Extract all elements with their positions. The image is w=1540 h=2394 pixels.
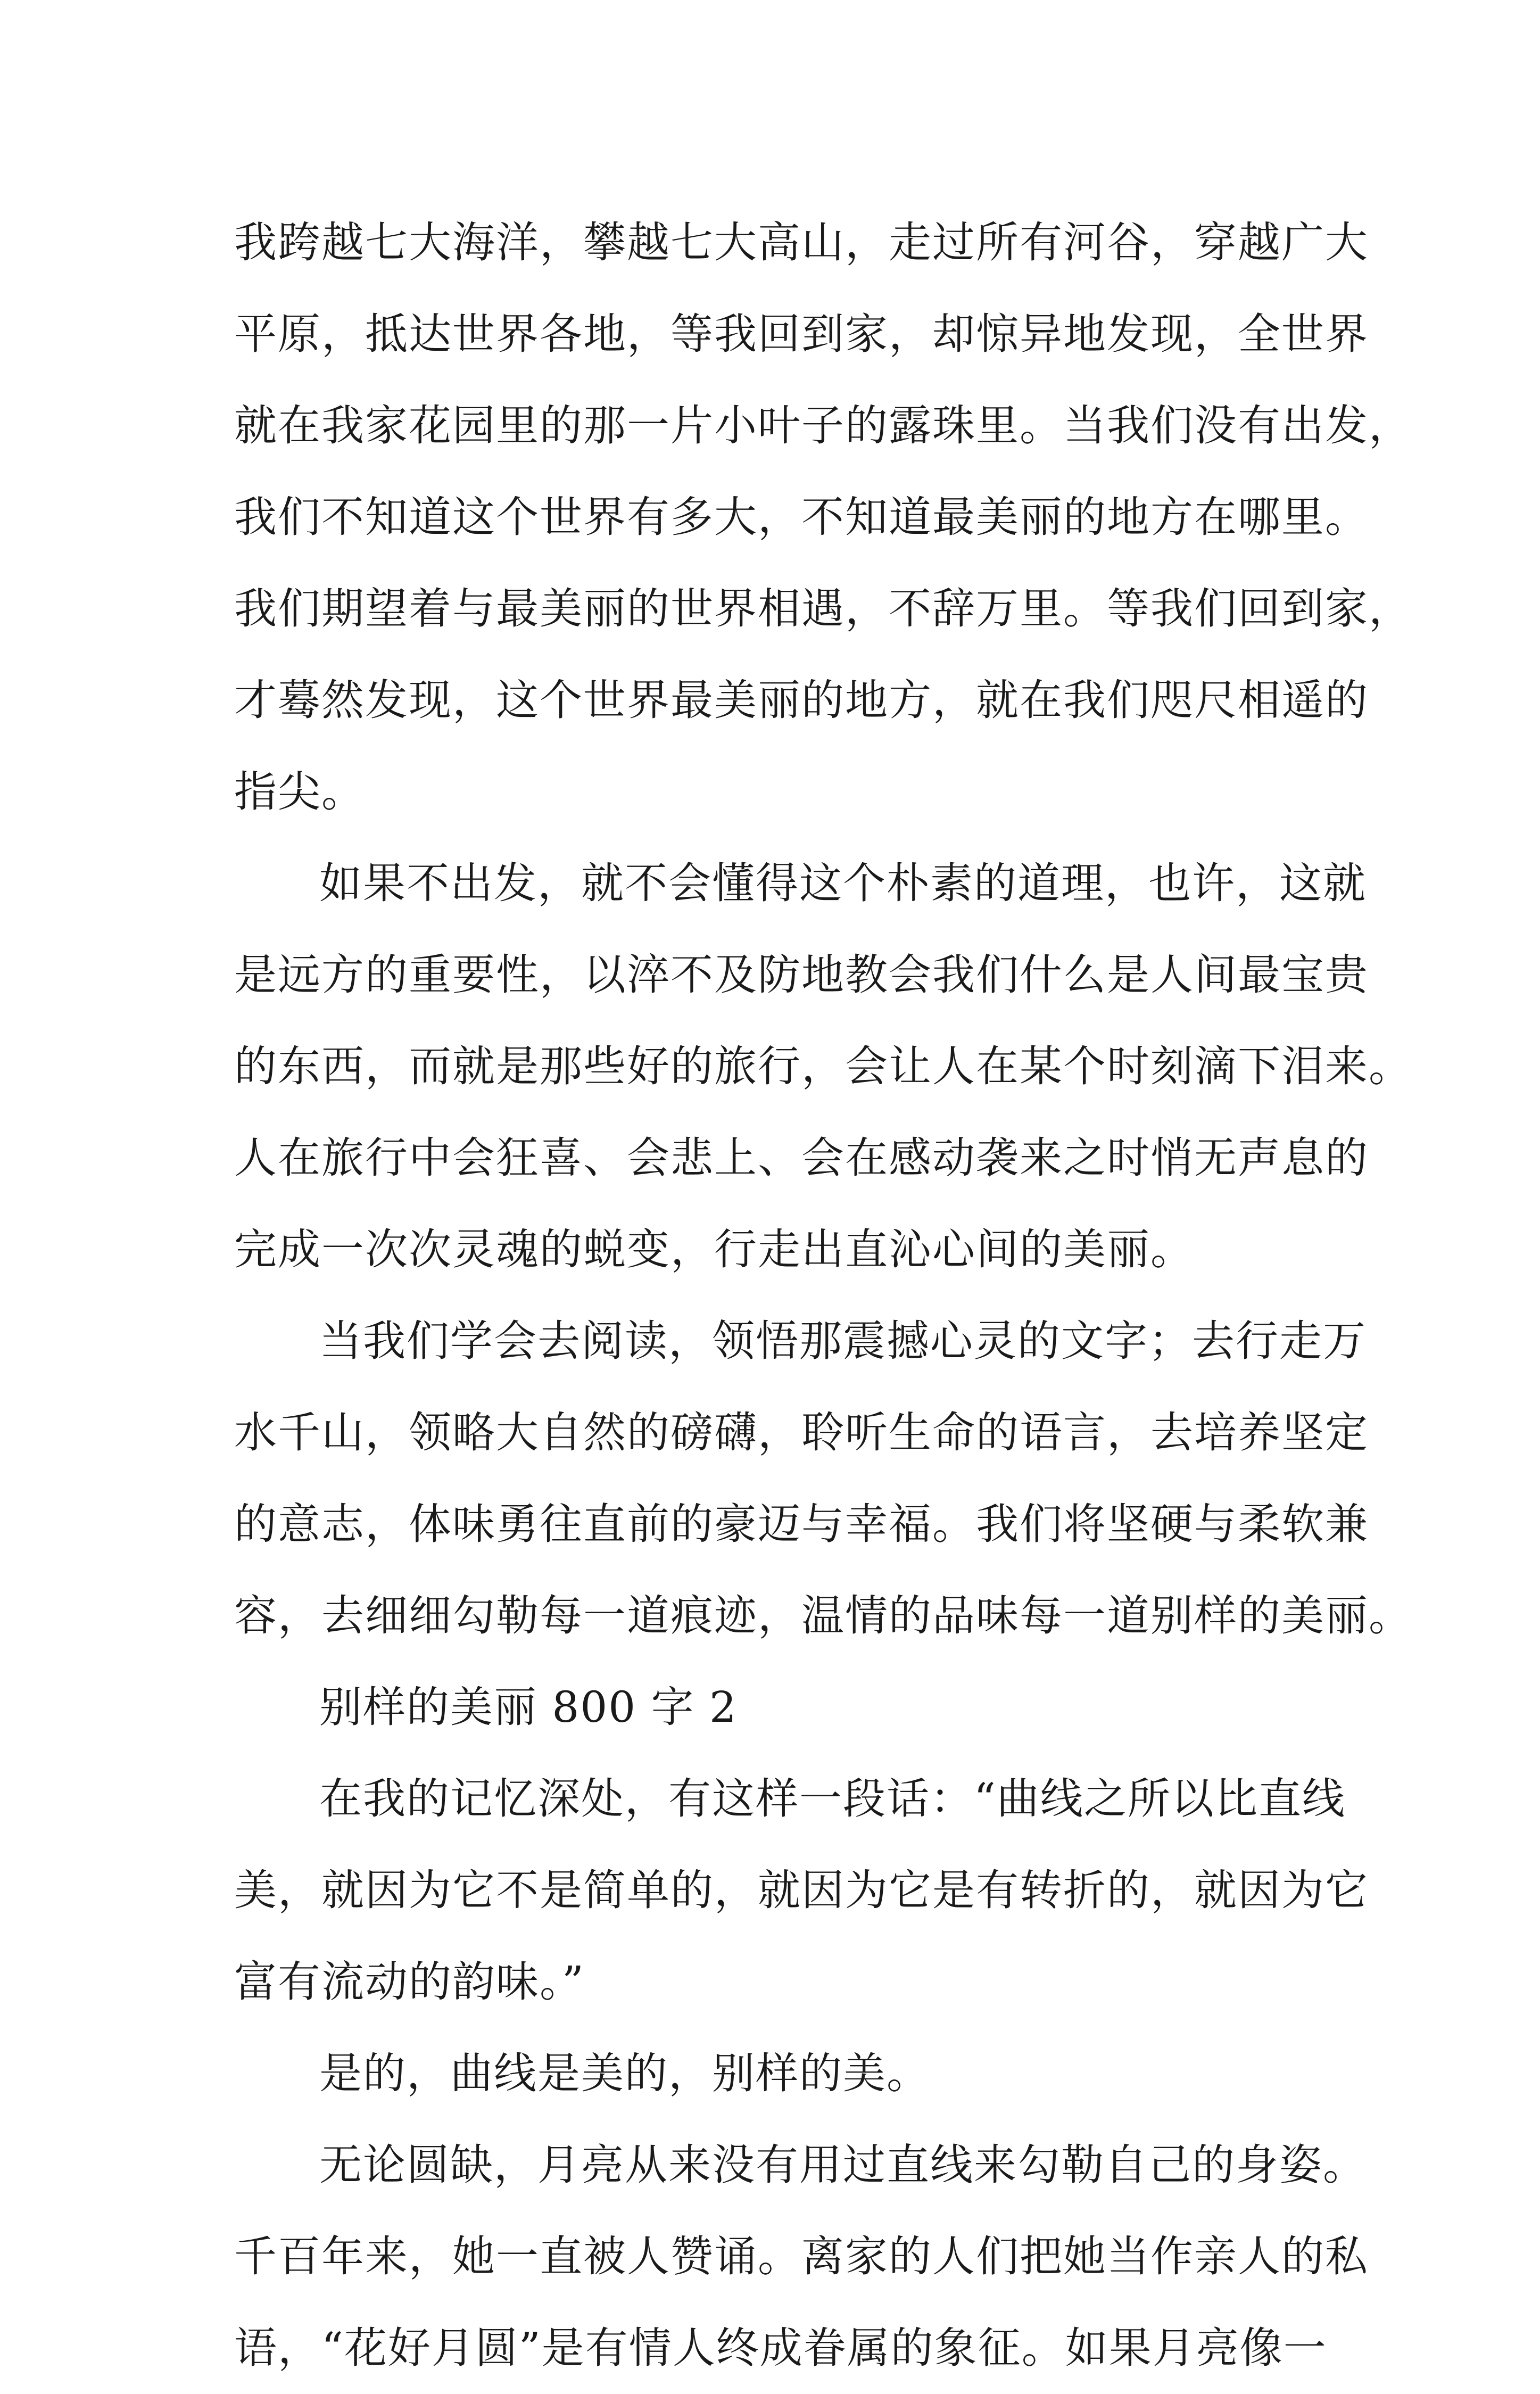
text-line: 才蓦然发现，这个世界最美丽的地方，就在我们咫尺相遥的 [234, 675, 1369, 725]
text-line: 千百年来，她一直被人赞诵。离家的人们把她当作亲人的私 [234, 2232, 1369, 2281]
text-line: 富有流动的韵味。” [234, 1957, 585, 2007]
text-line: 无论圆缺，月亮从来没有用过直线来勾勒自己的身姿。 [319, 2140, 1367, 2190]
text-line: 水千山，领略大自然的磅礴，聆听生命的语言，去培养坚定 [234, 1408, 1369, 1457]
text-line: 指尖。 [234, 767, 365, 816]
text-line: 的东西，而就是那些好的旅行，会让人在某个时刻滴下泪来。 [234, 1042, 1412, 1091]
text-line: 是的，曲线是美的，别样的美。 [319, 2049, 930, 2098]
text-line: 完成一次次灵魂的蜕变，行走出直沁心间的美丽。 [234, 1225, 1194, 1274]
text-line: 人在旅行中会狂喜、会悲上、会在感动袭来之时悄无声息的 [234, 1133, 1369, 1183]
text-line: 我们不知道这个世界有多大，不知道最美丽的地方在哪里。 [234, 492, 1369, 542]
text-line: 在我的记忆深处，有这样一段话：“曲线之所以比直线 [319, 1774, 1346, 1823]
document-page [234, 197, 1412, 2394]
section-heading: 别样的美丽 800 字 2 [319, 1682, 738, 1732]
text-line: 美，就因为它不是简单的，就因为它是有转折的，就因为它 [234, 1865, 1369, 1915]
text-line: 平原，抵达世界各地，等我回到家，却惊异地发现，全世界 [234, 309, 1369, 359]
text-line: 当我们学会去阅读，领悟那震撼心灵的文字；去行走万 [319, 1316, 1367, 1366]
text-line: 容，去细细勾勒每一道痕迹，温情的品味每一道别样的美丽。 [234, 1591, 1412, 1640]
text-line: 是远方的重要性，以淬不及防地教会我们什么是人间最宝贵 [234, 950, 1369, 1000]
text-line: 我跨越七大海洋，攀越七大高山，走过所有河谷，穿越广大 [234, 218, 1369, 267]
text-line: 就在我家花园里的那一片小叶子的露珠里。当我们没有出发， [234, 401, 1412, 450]
text-line: 语，“花好月圆”是有情人终成眷属的象征。如果月亮像一 [234, 2323, 1327, 2373]
text-line: 的意志，体味勇往直前的豪迈与幸福。我们将坚硬与柔软兼 [234, 1499, 1369, 1549]
text-line: 我们期望着与最美丽的世界相遇，不辞万里。等我们回到家， [234, 584, 1412, 633]
text-line: 如果不出发，就不会懂得这个朴素的道理，也许，这就 [319, 858, 1367, 908]
